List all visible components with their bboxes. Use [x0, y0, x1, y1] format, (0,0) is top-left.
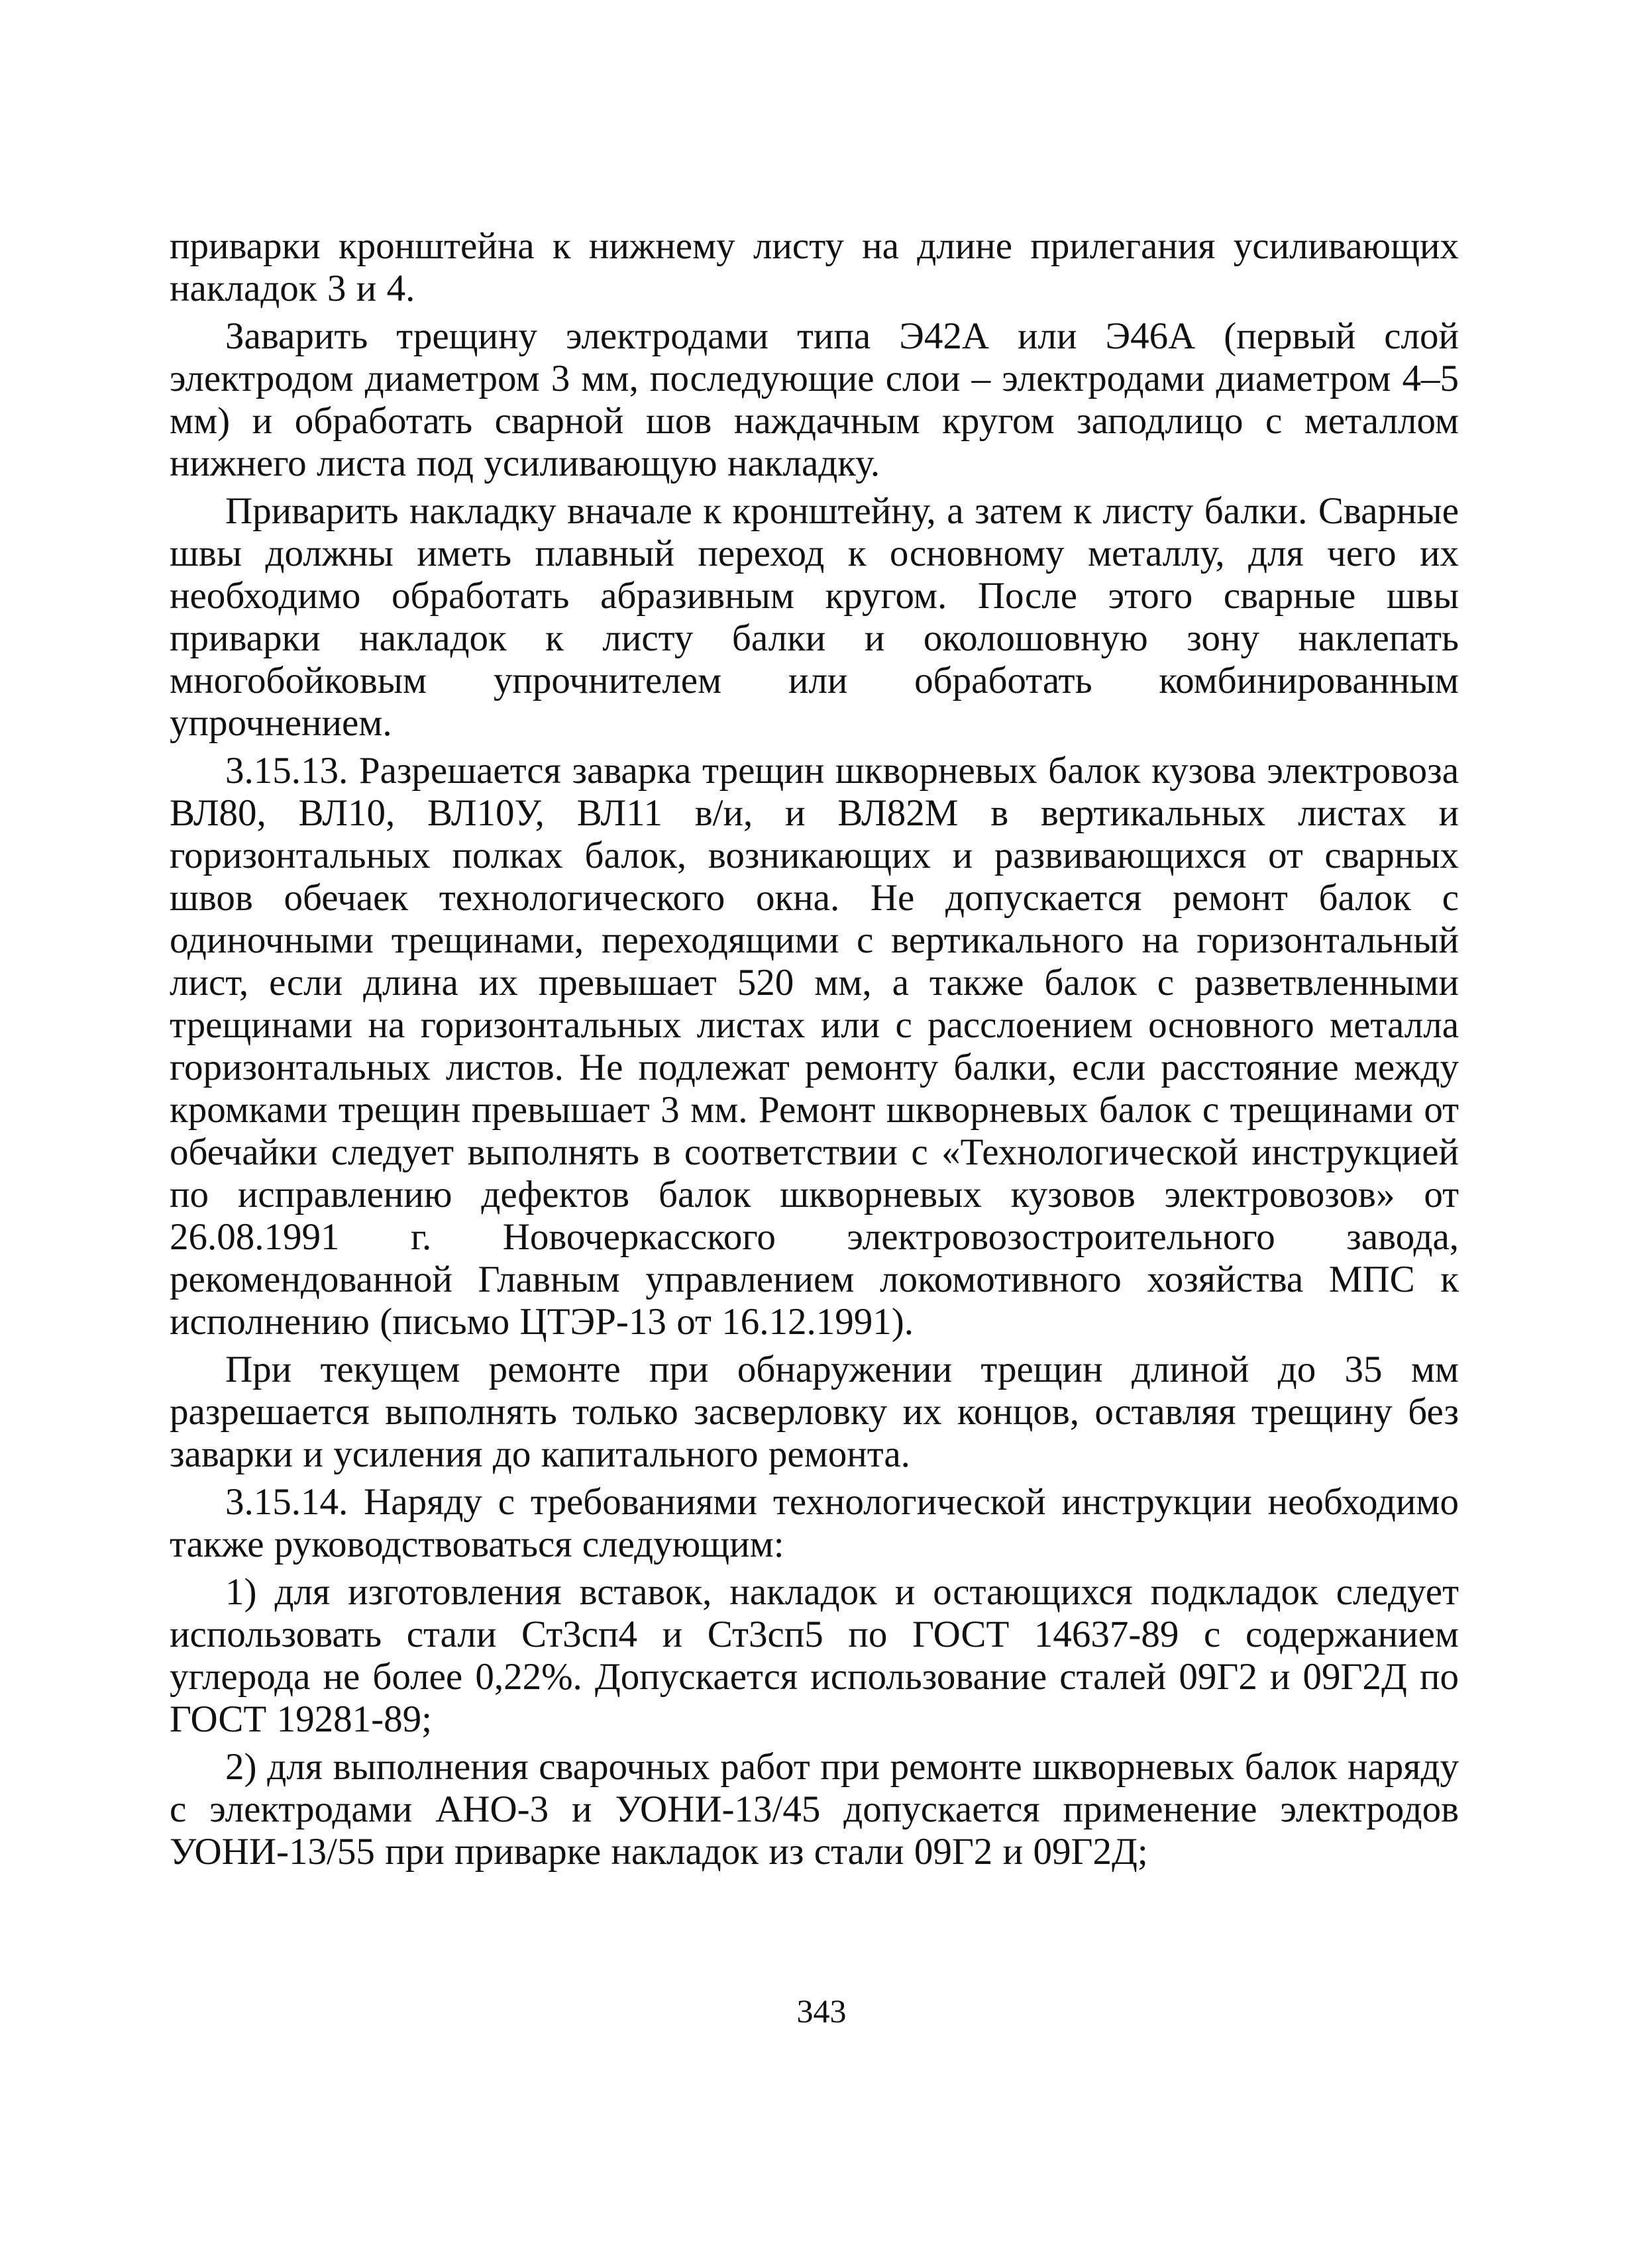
list-item-1-steels: 1) для изготовления вставок, накладок и остающихся подкладок следует использовать стали Ст3сп4 и Ст3сп5 по ГОСТ 14637-89 с содержанием углерода не более 0,22%. Допускается использование сталей 09Г2 и 09Г2Д по ГОСТ 19281-89;: [170, 1571, 1459, 1740]
list-item-2-electrodes: 2) для выполнения сварочных работ при ремонте шкворневых балок наряду с электродами АНО-3 и УОНИ-13/45 допускается применение электродов УОНИ-13/55 при приварке накладок из стали 09Г2 и 09Г2Д;: [170, 1746, 1459, 1873]
paragraph-welding-continuation: приварки кронштейна к нижнему листу на длине прилегания усиливающих накладок 3 и 4.: [170, 225, 1459, 309]
document-body: [170, 225, 1459, 1879]
paragraph-current-repair: При текущем ремонте при обнаружении трещин длиной до 35 мм разрешается выполнять только засверловку их концов, оставляя трещину без заварки и усиления до капитального ремонта.: [170, 1349, 1459, 1475]
paragraph-weld-crack: Заварить трещину электродами типа Э42А или Э46А (первый слой электродом диаметром 3 мм, последующие слои – электродами диаметром 4–5 мм) и обработать сварной шов наждачным кругом заподлицо с металлом нижнего листа под усиливающую накладку.: [170, 315, 1459, 484]
paragraph-section-3-15-13: 3.15.13. Разрешается заварка трещин шкворневых балок кузова электровоза ВЛ80, ВЛ10, ВЛ10У, ВЛ11 в/и, и ВЛ82М в вертикальных листах и горизонтальных полках балок, возникающих и развивающихся от сварных швов обечаек технологического окна. Не допускается ремонт балок с одиночными трещинами, переходящими с вертикального на горизонтальный лист, если длина их превышает 520 мм, а также балок с разветвленными трещинами на горизонтальных листах или с расслоением основного металла горизонтальных листов. Не подлежат ремонту балки, если расстояние между кромками трещин превышает 3 мм. Ремонт шкворневых балок с трещинами от обечайки следует выполнять в соответствии с «Технологической инструкцией по исправлению дефектов балок шкворневых кузовов электровозов» от 26.08.1991 г. Новочеркасского электровозостроительного завода, рекомендованной Главным управлением локомотивного хозяйства МПС к исполнению (письмо ЦТЭР-13 от 16.12.1991).: [170, 750, 1459, 1343]
paragraph-section-3-15-14: 3.15.14. Наряду с требованиями технологической инструкции необходимо также руководствоваться следующим:: [170, 1481, 1459, 1565]
page-number: 343: [796, 1992, 847, 2030]
paragraph-weld-plate: Приварить накладку вначале к кронштейну, а затем к листу балки. Сварные швы должны иметь плавный переход к основному металлу, для чего их необходимо обработать абразивным кругом. После этого сварные швы приварки накладок к листу балки и околошовную зону наклепать многобойковым упрочнителем или обработать комбинированным упрочнением.: [170, 490, 1459, 744]
